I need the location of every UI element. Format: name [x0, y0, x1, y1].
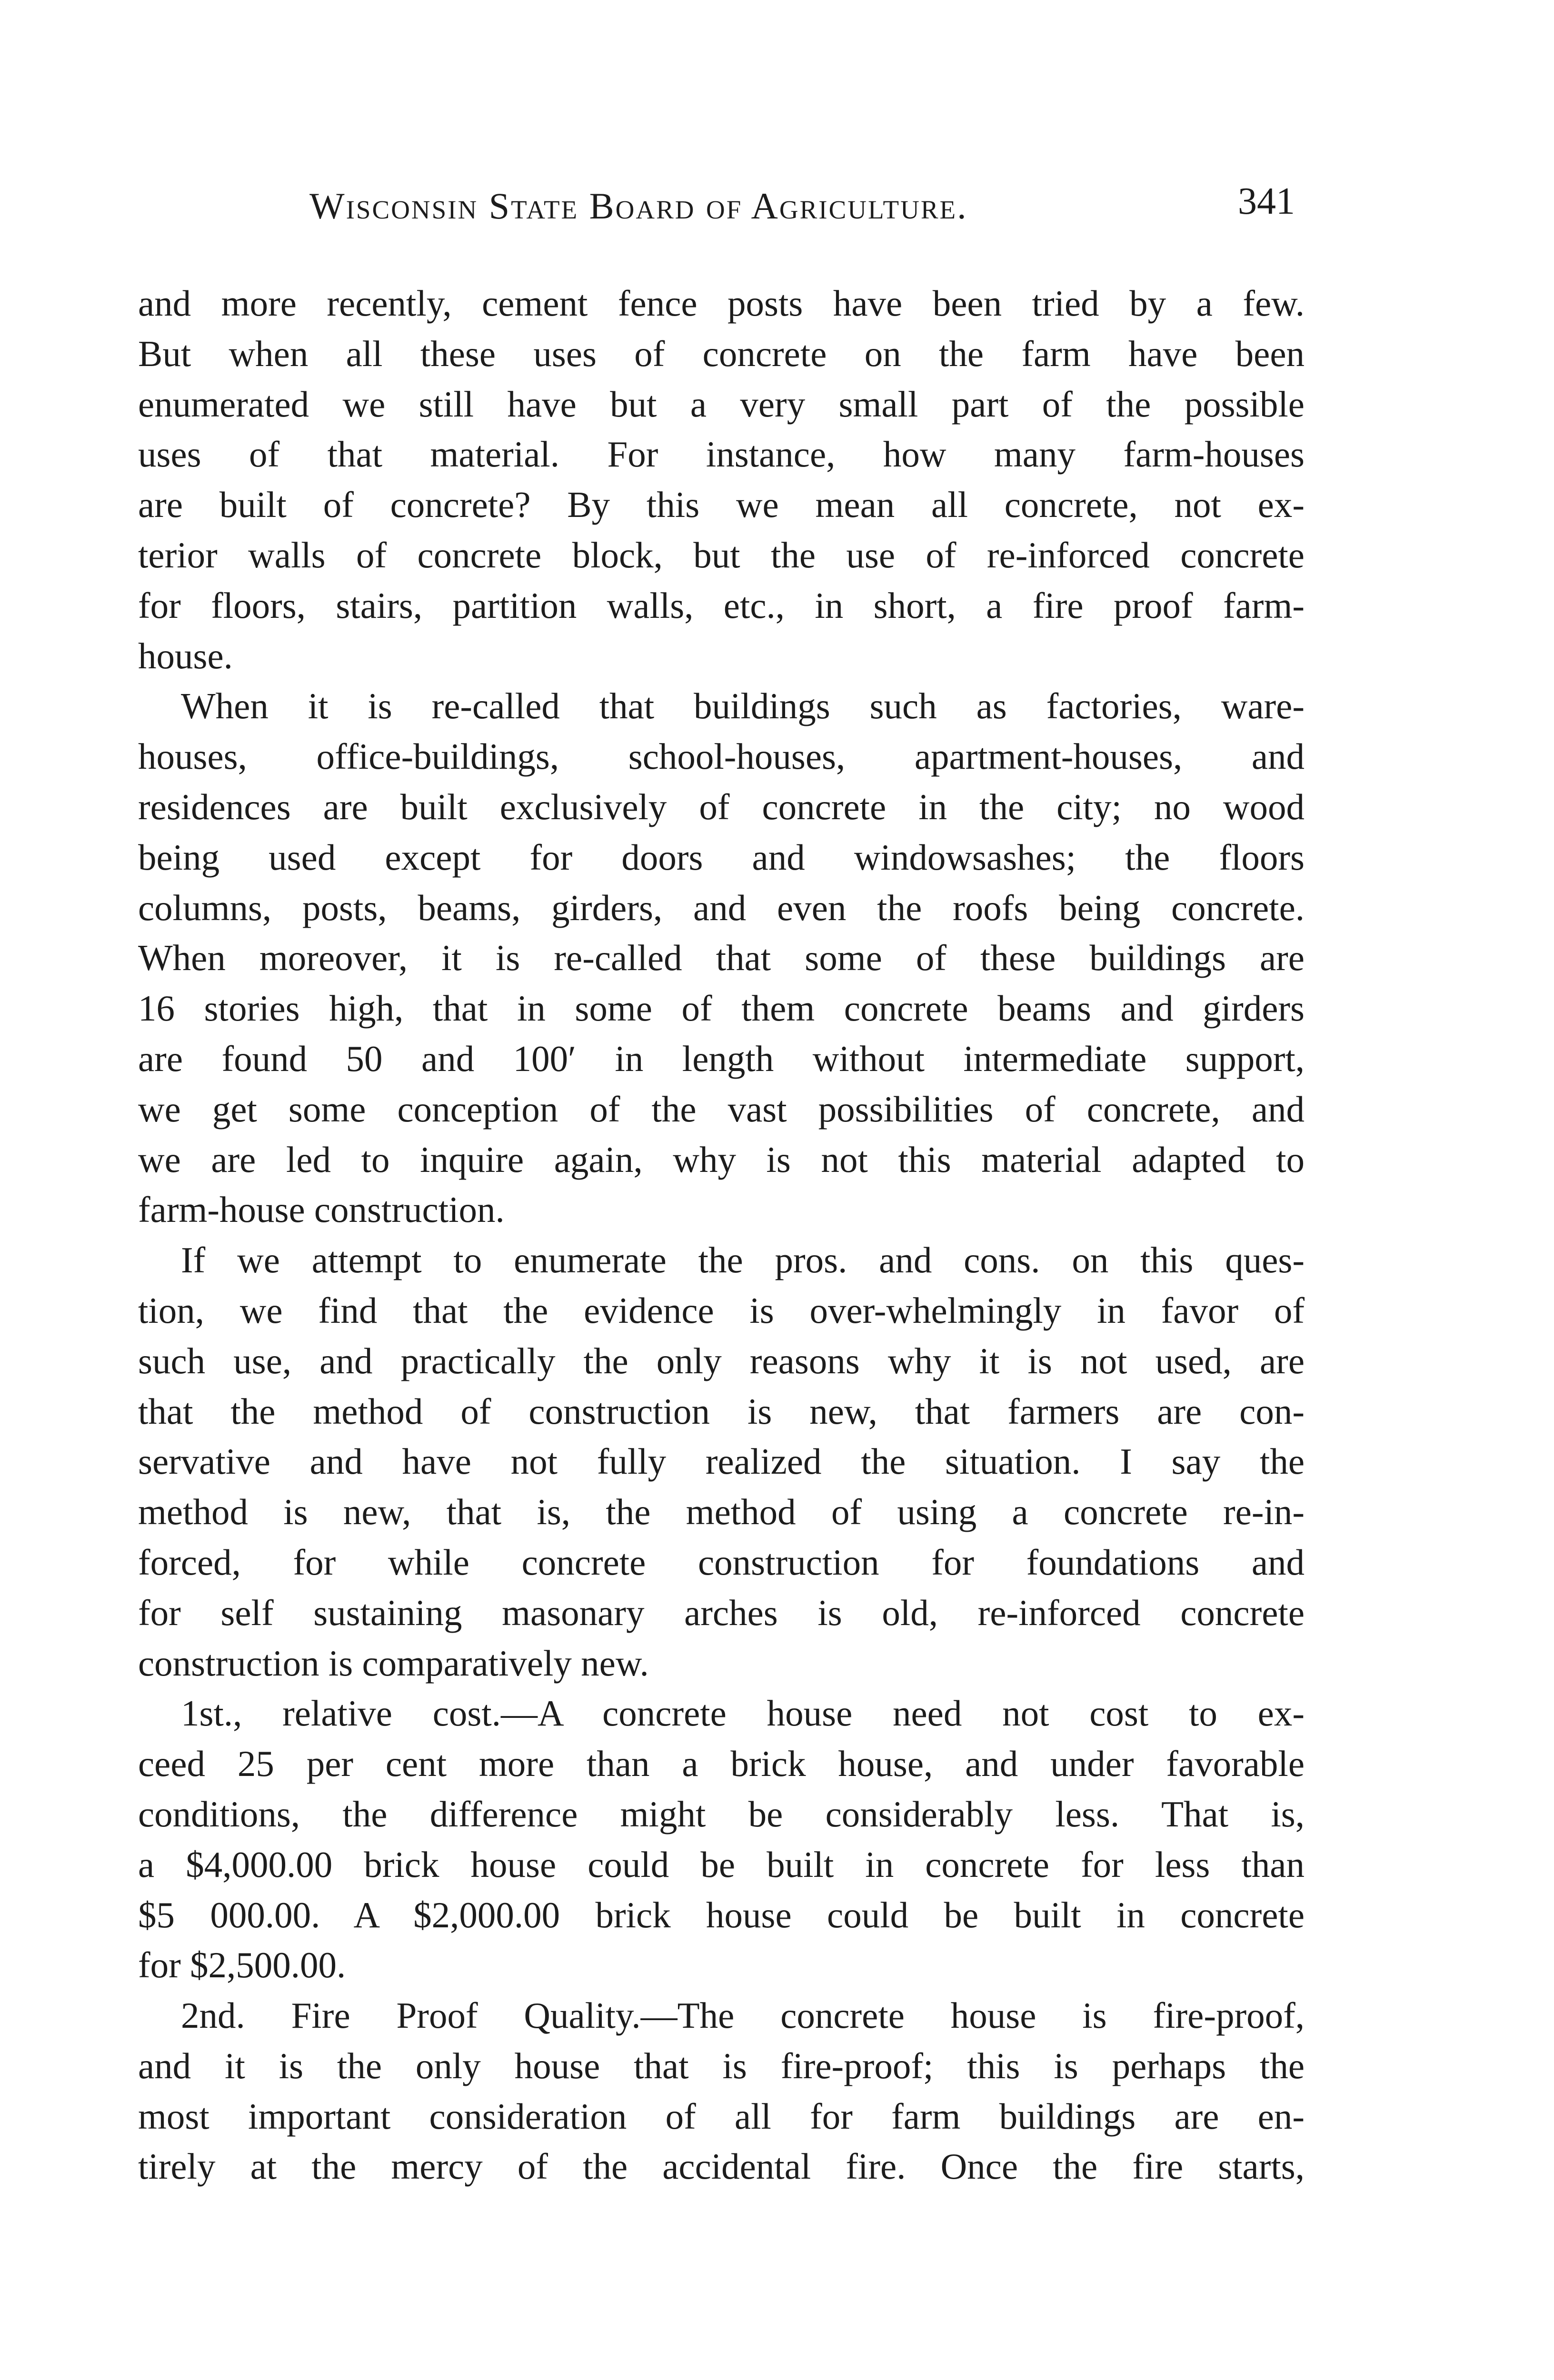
body-text	[138, 278, 1305, 2192]
text-line: tirely at the mercy of the accidental fire. Once the fire starts,	[138, 2146, 1305, 2187]
text-line: terior walls of concrete block, but the use of re-inforced concrete	[138, 534, 1305, 575]
text-line: and it is the only house that is fire-proof; this is perhaps the	[138, 2045, 1305, 2086]
text-line: 2nd. Fire Proof Quality.—The concrete house is fire-proof,	[181, 1995, 1305, 2036]
text-line: conditions, the difference might be considerably less. That is,	[138, 1793, 1305, 1835]
text-line: When moreover, it is re-called that some of these buildings are	[138, 937, 1305, 979]
text-line: columns, posts, beams, girders, and even the roofs being concrete.	[138, 887, 1305, 928]
text-line: 1st., relative cost.—A concrete house need not cost to ex-	[181, 1693, 1305, 1734]
paragraph-5	[138, 1991, 1305, 2192]
text-line: forced, for while concrete construction for foundations and	[138, 1541, 1305, 1583]
text-line: servative and have not fully realized the situation. I say the	[138, 1441, 1305, 1482]
paragraph-2	[138, 681, 1305, 1235]
text-line: are built of concrete? By this we mean all concrete, not ex-	[138, 484, 1305, 526]
paragraph-4	[138, 1688, 1305, 1991]
text-line: most important consideration of all for farm buildings are en-	[138, 2095, 1305, 2137]
text-line: enumerated we still have but a very small part of the possible	[138, 383, 1305, 425]
text-line: for $2,500.00.	[138, 1944, 346, 1986]
text-line: for floors, stairs, partition walls, etc., in short, a fire proof farm-	[138, 585, 1305, 626]
text-line: we are led to inquire again, why is not this material adapted to	[138, 1139, 1305, 1180]
text-line: If we attempt to enumerate the pros. and cons. on this ques-	[181, 1240, 1305, 1281]
text-line: ceed 25 per cent more than a brick house, and under favorable	[138, 1743, 1305, 1785]
text-line: house.	[138, 635, 233, 676]
page-number: 341	[1238, 180, 1295, 222]
text-line: residences are built exclusively of concrete in the city; no wood	[138, 786, 1305, 827]
running-head	[152, 180, 1295, 242]
text-line: a $4,000.00 brick house could be built in concrete for less than	[138, 1844, 1305, 1885]
text-line: and more recently, cement fence posts have been tried by a few.	[138, 283, 1305, 324]
text-line: tion, we find that the evidence is over-whelmingly in favor of	[138, 1289, 1305, 1331]
text-line: such use, and practically the only reasons why it is not used, are	[138, 1340, 1305, 1381]
text-line: $5 000.00. A $2,000.00 brick house could be built in concrete	[138, 1894, 1305, 1935]
text-line: are found 50 and 100′ in length without intermediate support,	[138, 1038, 1305, 1079]
text-line: being used except for doors and windowsashes; the floors	[138, 836, 1305, 878]
paragraph-3	[138, 1235, 1305, 1688]
text-line: But when all these uses of concrete on the farm have been	[138, 333, 1305, 374]
running-title: Wisconsin State Board of Agriculture.	[309, 185, 968, 227]
paragraph-1	[138, 278, 1305, 681]
text-line: for self sustaining masonary arches is old, re-inforced concrete	[138, 1592, 1305, 1633]
text-line: houses, office-buildings, school-houses, apartment-houses, and	[138, 736, 1305, 777]
text-line: When it is re-called that buildings such as factories, ware-	[181, 685, 1305, 727]
text-line: uses of that material. For instance, how many farm-houses	[138, 434, 1305, 475]
text-line: farm-house construction.	[138, 1189, 505, 1230]
text-line: 16 stories high, that in some of them concrete beams and girders	[138, 988, 1305, 1029]
text-line: method is new, that is, the method of using a concrete re-in-	[138, 1491, 1305, 1533]
text-line: we get some conception of the vast possibilities of concrete, and	[138, 1088, 1305, 1130]
text-line: that the method of construction is new, that farmers are con-	[138, 1390, 1305, 1432]
text-line: construction is comparatively new.	[138, 1642, 649, 1684]
